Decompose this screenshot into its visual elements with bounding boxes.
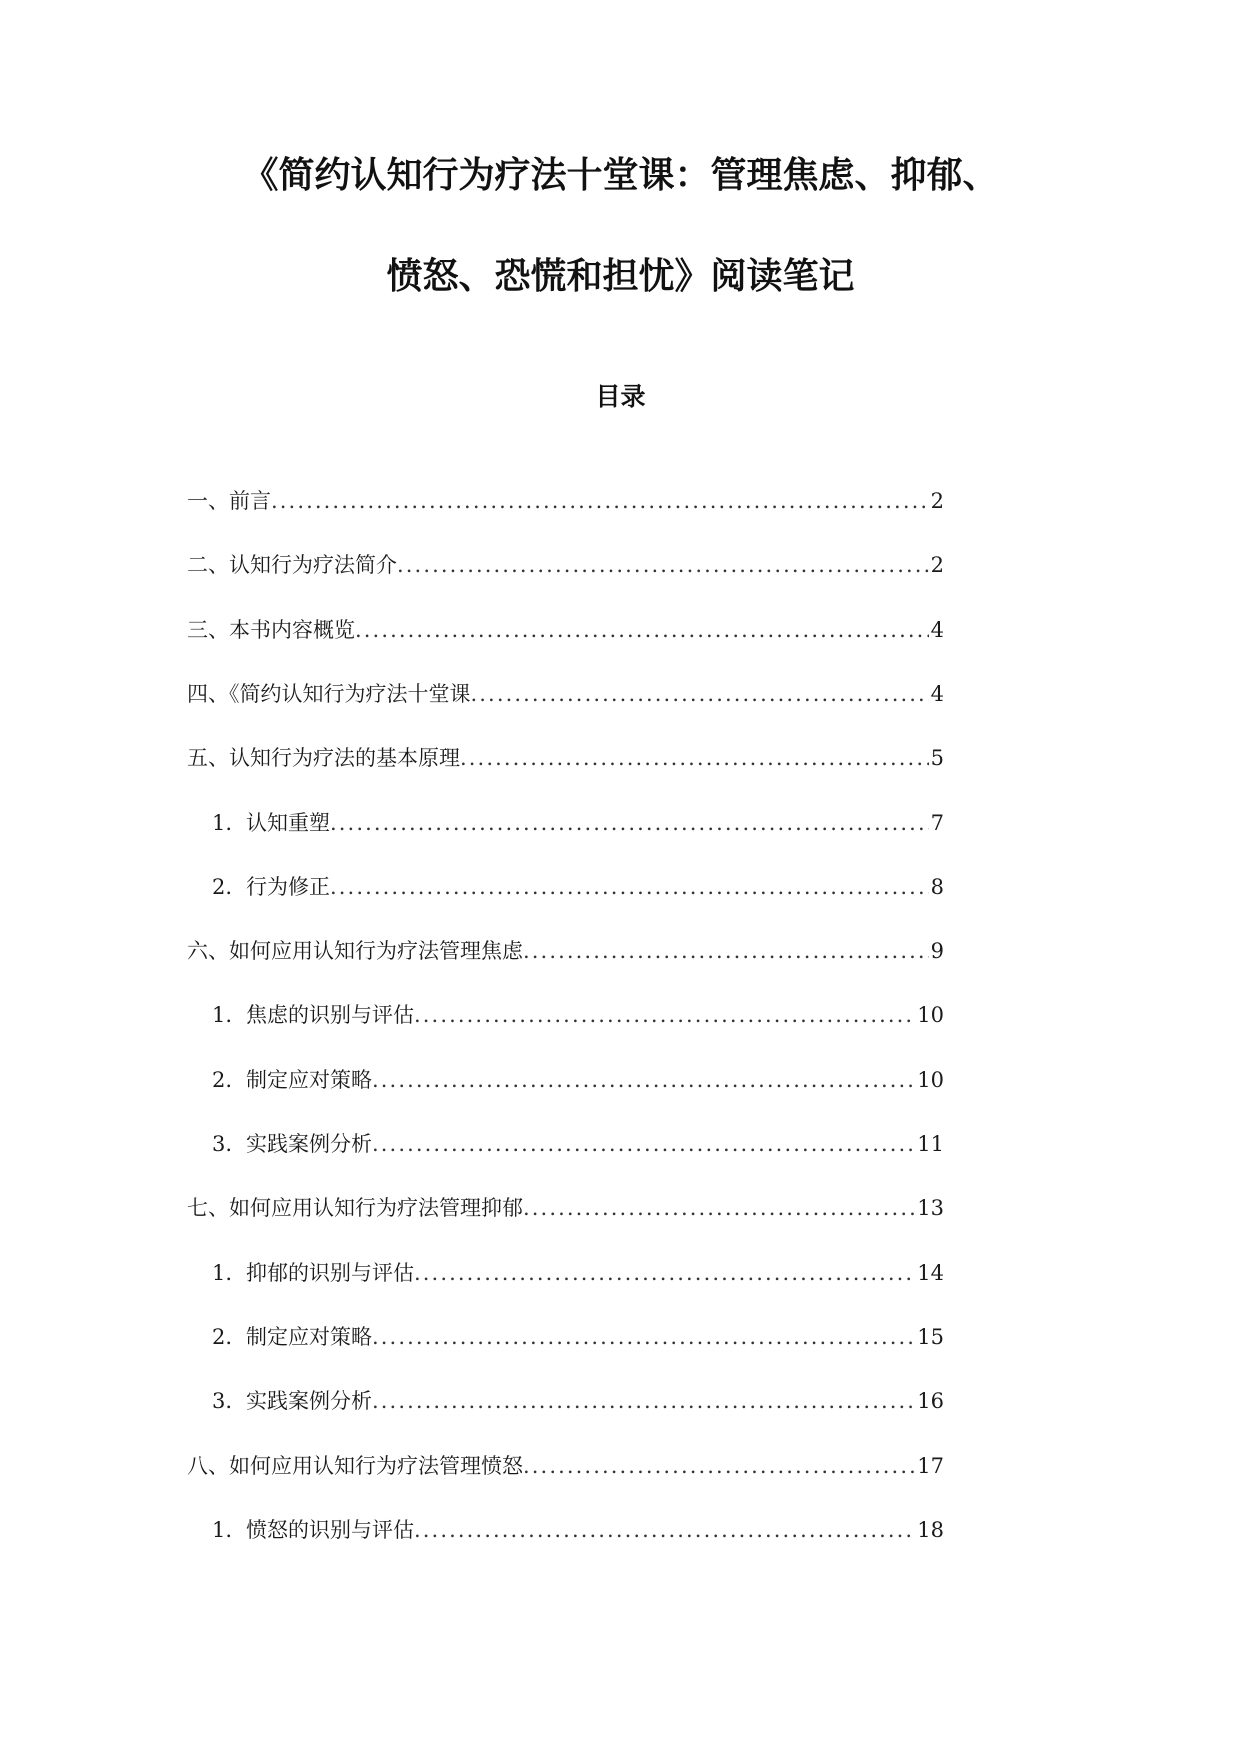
toc-entry-number: 2. [212,875,233,899]
toc-entry-title: 二、认知行为疗法简介 [187,553,397,577]
toc-dot-leader [397,550,929,580]
toc-page-number: 16 [917,1389,944,1413]
toc-entry-number: 3. [212,1132,233,1156]
toc-dot-leader [355,615,929,645]
document-title-line-1: 《简约认知行为疗法十堂课：管理焦虑、抑郁、 [242,155,999,196]
toc-entry-title: 制定应对策略 [246,1325,372,1349]
toc-entry-title: 焦虑的识别与评估 [246,1003,414,1027]
toc-page-number: 4 [930,618,944,642]
toc-dot-leader [330,872,929,902]
toc-dot-leader [414,1000,915,1030]
toc-entry-subsection[interactable] [212,1065,944,1095]
toc-entry-title: 抑郁的识别与评估 [246,1261,414,1285]
toc-entry-section[interactable] [187,1193,944,1223]
toc-entry-title: 三、本书内容概览 [187,618,355,642]
toc-page-number: 5 [930,746,944,770]
toc-entry-subsection[interactable] [212,1322,944,1352]
toc-dot-leader [523,1451,915,1481]
document-title-line-2: 愤怒、恐慌和担忧》阅读笔记 [386,256,855,297]
toc-dot-leader [372,1065,915,1095]
toc-entry-section[interactable] [187,679,944,709]
toc-entry-subsection[interactable] [212,1129,944,1159]
toc-entry-title: 四、《简约认知行为疗法十堂课 [187,682,471,706]
toc-entry-number: 2. [212,1068,233,1092]
toc-entry-subsection[interactable] [212,872,944,902]
toc-page-number: 13 [917,1196,944,1220]
toc-page-number: 9 [930,939,944,963]
toc-entry-section[interactable] [187,1451,944,1481]
toc-heading: 目录 [595,382,646,411]
toc-entry-title: 认知重塑 [246,811,330,835]
toc-page-number: 10 [917,1068,944,1092]
toc-page-number: 8 [930,875,944,899]
toc-entry-title: 行为修正 [246,875,330,899]
toc-dot-leader [471,679,929,709]
toc-entry-title: 愤怒的识别与评估 [246,1518,414,1542]
toc-entry-title: 一、前言 [187,489,271,513]
toc-entry-section[interactable] [187,486,944,516]
toc-page-number: 4 [930,682,944,706]
toc-entry-number: 1. [212,811,233,835]
toc-dot-leader [523,936,929,966]
toc-page-number: 14 [917,1261,944,1285]
toc-entry-section[interactable] [187,936,944,966]
toc-page-number: 10 [917,1003,944,1027]
toc-entry-section[interactable] [187,743,944,773]
toc-entry-title: 实践案例分析 [246,1132,372,1156]
toc-entry-subsection[interactable] [212,1000,944,1030]
toc-entry-number: 3. [212,1389,233,1413]
toc-entry-title: 制定应对策略 [246,1068,372,1092]
toc-entry-title: 七、如何应用认知行为疗法管理抑郁 [187,1196,523,1220]
toc-entry-subsection[interactable] [212,1515,944,1545]
toc-entry-number: 1. [212,1003,233,1027]
toc-dot-leader [271,486,929,516]
toc-page-number: 2 [930,553,944,577]
toc-entry-subsection[interactable] [212,808,944,838]
toc-dot-leader [414,1515,915,1545]
toc-dot-leader [414,1258,915,1288]
toc-entry-number: 1. [212,1261,233,1285]
toc-dot-leader [523,1193,915,1223]
toc-page-number: 17 [917,1454,944,1478]
toc-entry-title: 五、认知行为疗法的基本原理 [187,746,460,770]
toc-entry-number: 2. [212,1325,233,1349]
toc-dot-leader [372,1129,915,1159]
toc-page-number: 15 [917,1325,944,1349]
toc-dot-leader [372,1386,915,1416]
toc-dot-leader [460,743,929,773]
toc-dot-leader [330,808,929,838]
toc-entry-title: 实践案例分析 [246,1389,372,1413]
toc-page-number: 7 [930,811,944,835]
toc-entry-title: 六、如何应用认知行为疗法管理焦虑 [187,939,523,963]
toc-entry-section[interactable] [187,615,944,645]
toc-page-number: 2 [930,489,944,513]
toc-entry-subsection[interactable] [212,1386,944,1416]
toc-page-number: 11 [917,1132,944,1156]
toc-dot-leader [372,1322,915,1352]
toc-entry-subsection[interactable] [212,1258,944,1288]
toc-entry-number: 1. [212,1518,233,1542]
toc-entry-section[interactable] [187,550,944,580]
toc-page-number: 18 [917,1518,944,1542]
toc-entry-title: 八、如何应用认知行为疗法管理愤怒 [187,1454,523,1478]
